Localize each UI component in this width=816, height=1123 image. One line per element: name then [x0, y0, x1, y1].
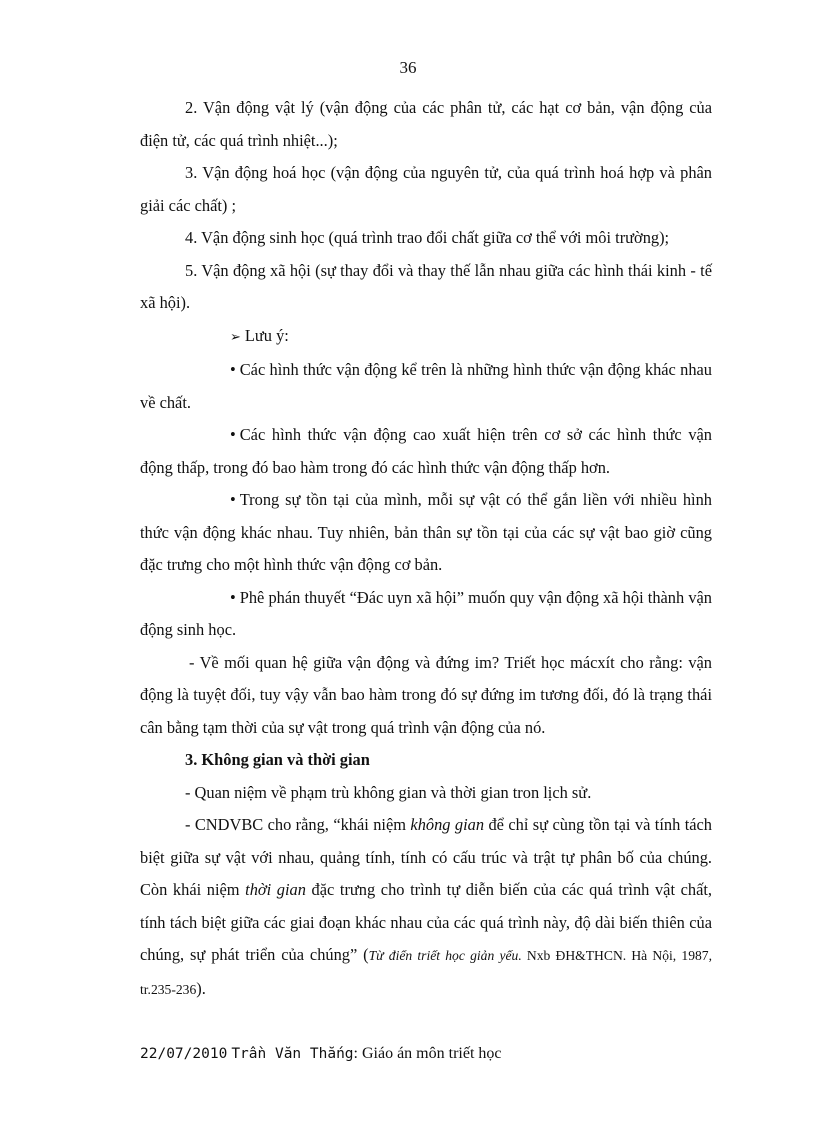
term-space: không gian	[410, 815, 485, 834]
term-time: thời gian	[245, 880, 306, 899]
bullet-text: Phê phán thuyết “Đác uyn xã hội” muốn quy vận động xã hội thành vận động sinh học.	[140, 587, 712, 639]
paragraph-physical-motion: 2. Vận động vật lý (vận động của các phân tử, các hạt cơ bản, vận động của điện tử, các quá trình nhiệt...);	[140, 98, 712, 150]
bullet-item	[140, 354, 712, 419]
note-label	[140, 320, 712, 355]
footer-author: Trần Văn Thắng	[231, 1046, 354, 1062]
paragraph-motion-and-rest: - Về mối quan hệ giữa vận động và đứng im? Triết học mácxít cho rằng: vận động là tuyệt đối, tuy vậy vẫn bao hàm trong đó sự đứng im tương đối, đó là trạng thái cân bằng tạm thời của sự vật trong quá trình vận động của nó.	[140, 652, 712, 737]
paragraph-space-time-definition	[140, 809, 712, 1006]
source-close: ).	[196, 978, 206, 998]
paragraph-biological-motion: 4. Vận động sinh học (quá trình trao đổi chất giữa cơ thể với môi trường);	[185, 228, 670, 247]
paragraph-social-motion: 5. Vận động xã hội (sự thay đổi và thay thế lẫn nhau giữa các hình thái kinh - tế xã hội).	[140, 260, 712, 312]
paragraph-chemical-motion: 3. Vận động hoá học (vận động của nguyên tử, của quá trình hoá hợp và phân giải các chất) ;	[140, 163, 712, 215]
source-publisher: Nxb ĐH&THCN. Hà Nội, 1987, tr.235-236	[140, 948, 712, 997]
page-number: 36	[399, 58, 417, 77]
quote-part-3: đặc trưng cho trình tự diễn biến của các quá trình vật chất, tính tách biệt giữa các giai đoạn khác nhau của các quá trình này, độ dài biến thiên của chúng, sự phát triển của chúng” (	[140, 880, 712, 964]
bullet-icon: •	[230, 425, 236, 444]
bullet-icon: •	[230, 587, 236, 607]
bullet-text: Trong sự tồn tại của mình, mỗi sự vật có thể gắn liền với nhiều hình thức vận động khác nhau. Tuy nhiên, bản thân sự tồn tại của các sự vật bao giờ cũng đặc trưng cho một hình thức vận động cơ bản.	[140, 490, 712, 574]
bullet-icon: •	[230, 490, 236, 509]
bullet-icon: •	[230, 360, 236, 379]
section-heading: 3. Không gian và thời gian	[185, 750, 370, 769]
document-body	[140, 92, 712, 1006]
quote-part-1: - CNDVBC cho rằng, “khái niệm	[185, 815, 411, 834]
bullet-text: Các hình thức vận động cao xuất hiện trên cơ sở các hình thức vận động thấp, trong đó bao hàm trong đó các hình thức vận động thấp hơn.	[140, 425, 712, 477]
bullet-item	[140, 419, 712, 484]
footer-date: 22/07/2010	[140, 1046, 228, 1062]
bullet-text: Các hình thức vận động kể trên là những hình thức vận động khác nhau về chất.	[140, 360, 712, 412]
paragraph-space-time-history: - Quan niệm về phạm trù không gian và thời gian tron lịch sử.	[185, 782, 592, 802]
arrow-bullet-icon: ➢	[230, 329, 241, 345]
bullet-item	[140, 484, 712, 582]
page-footer	[140, 1045, 502, 1063]
quote-part-2: để chỉ sự cùng tồn tại và tính tách biệt giữa sự vật với nhau, quảng tính, tính có cấu trúc và trật tự phân bố của chúng. Còn khái niệm	[140, 815, 713, 899]
note-label-text: Lưu ý:	[244, 325, 289, 345]
bullet-item	[140, 582, 712, 647]
footer-title: : Giáo án môn triết học	[353, 1045, 502, 1062]
source-title: Từ điển triết học giản yếu.	[368, 948, 522, 963]
